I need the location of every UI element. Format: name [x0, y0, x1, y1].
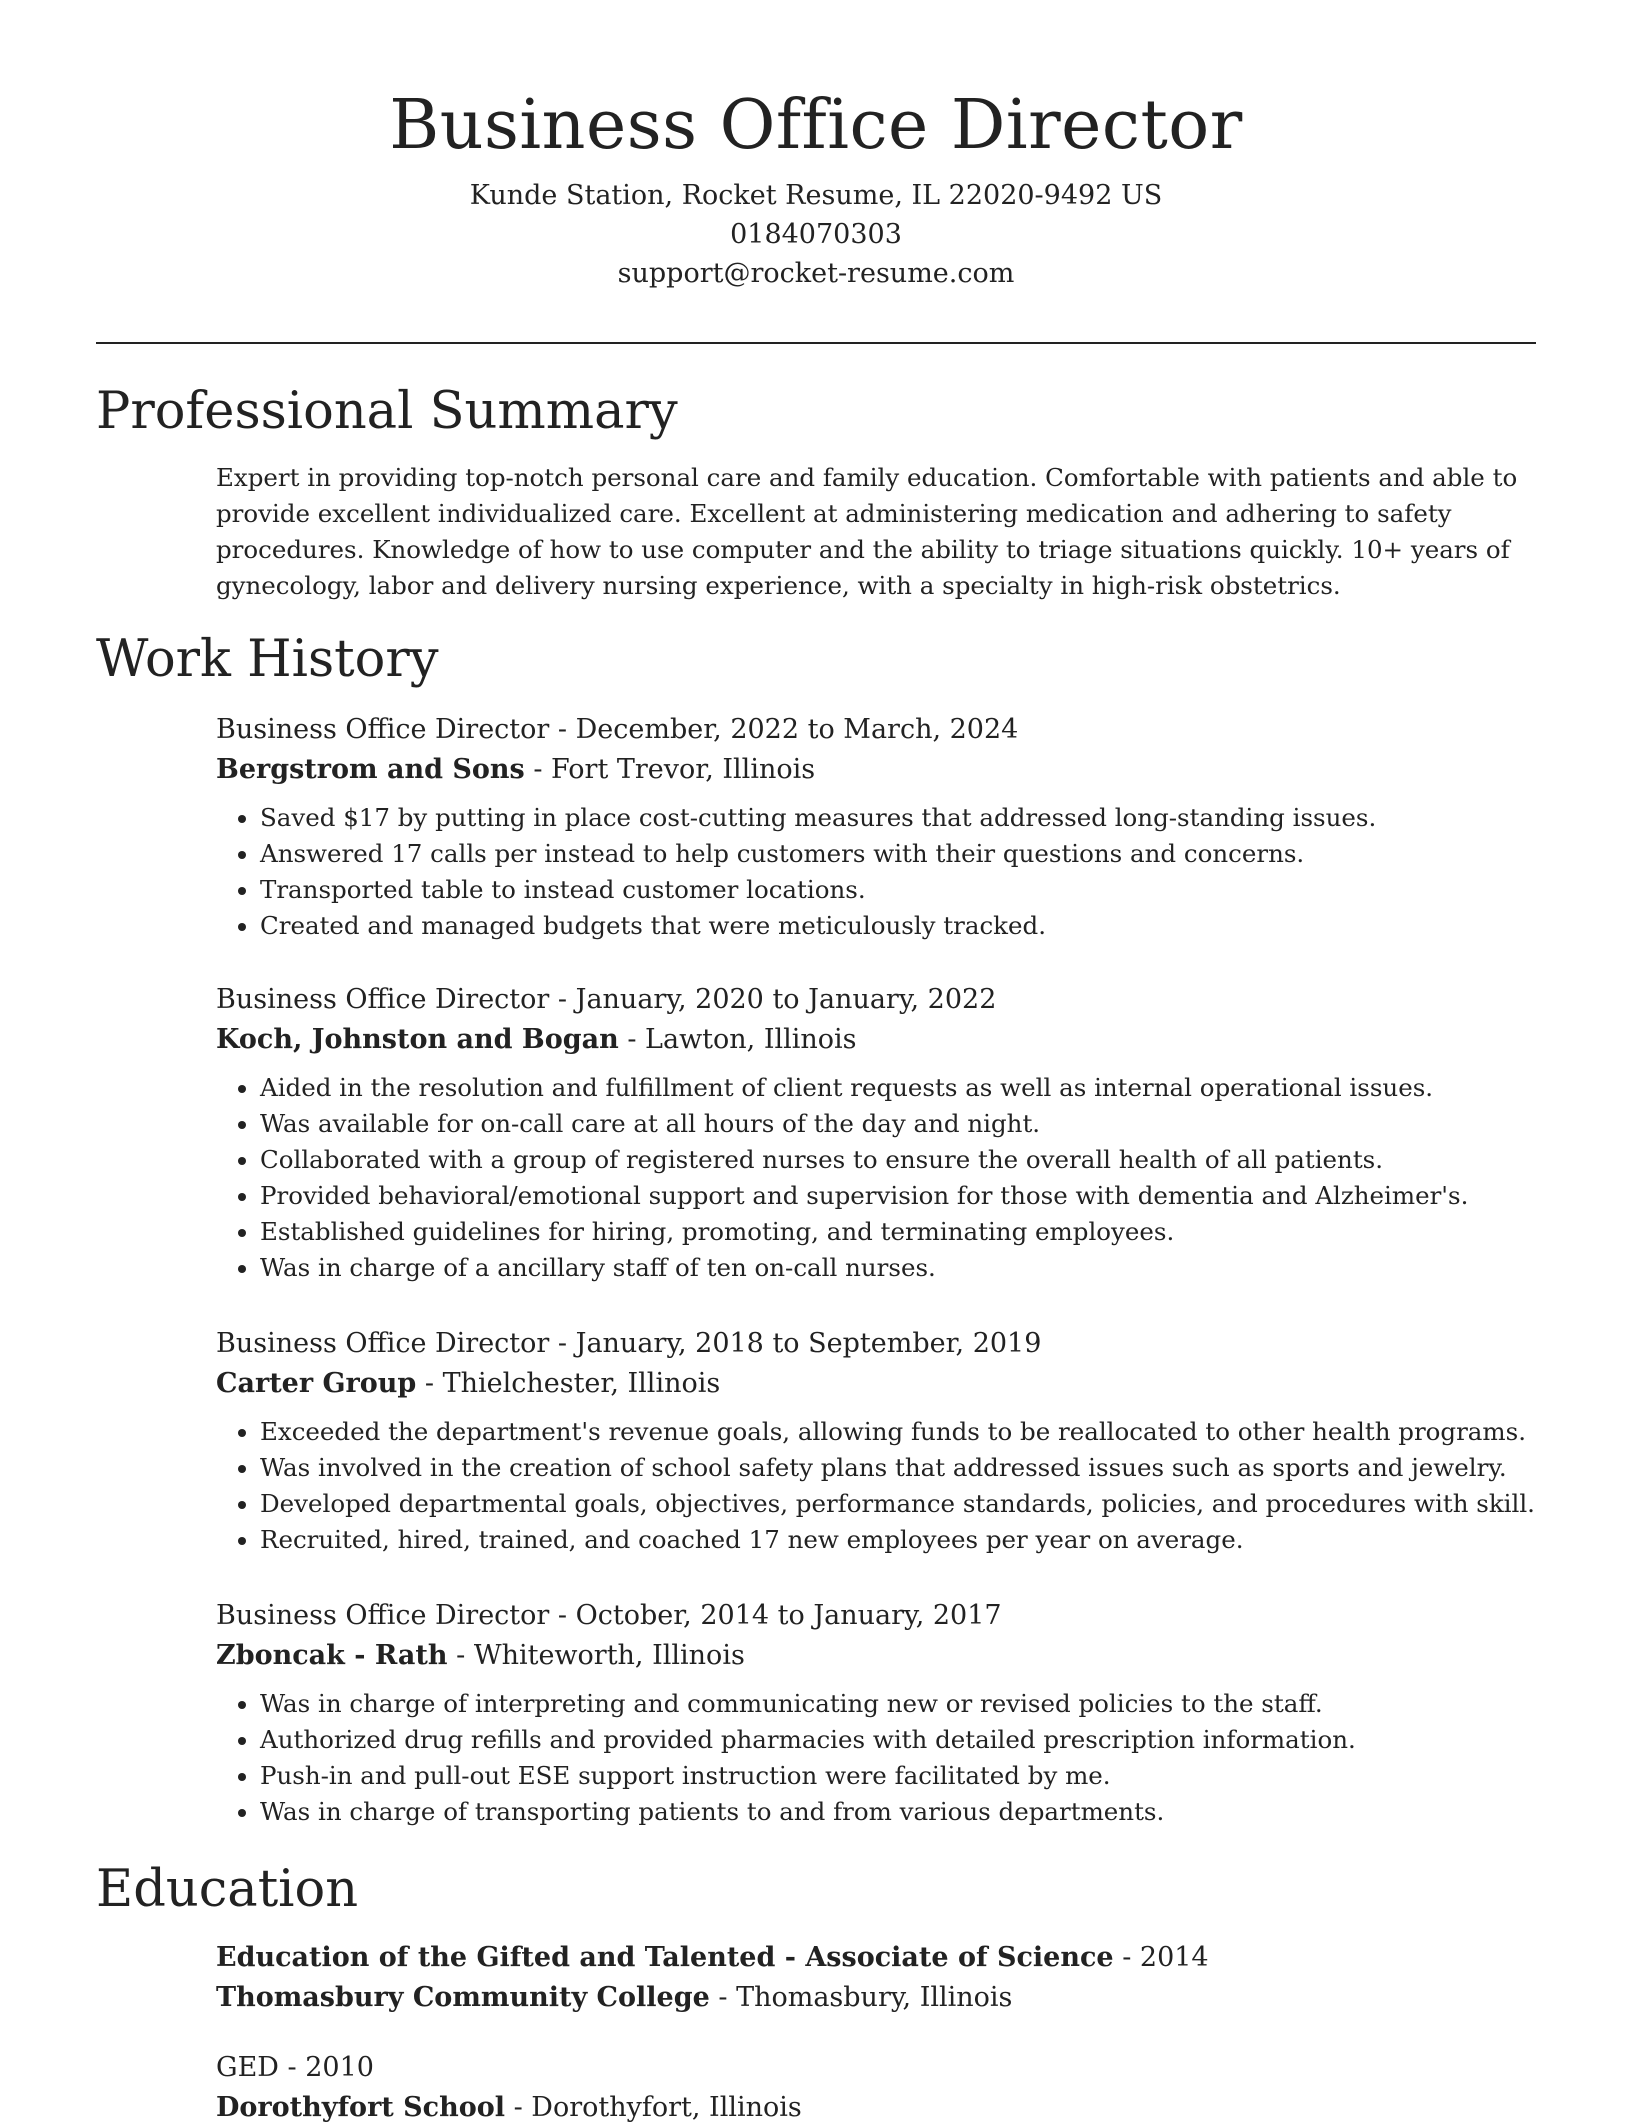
summary-text: Expert in providing top-notch personal care and family education. Comfortable with patients and able to provide excellent individualized care. Excellent at administering medication and adhering to safety procedures. Knowledge of how to use computer and the ability to triage situations quickly. 10+ years of gynecology, labor and delivery nursing experience, with a specialty in high-risk obstetrics.	[216, 463, 1518, 600]
job-title-line	[216, 1596, 1538, 1636]
job-location: - Lawton, Illinois	[618, 1024, 857, 1055]
job-bullet: • Created and managed budgets that were meticulously tracked.	[260, 908, 1538, 944]
job-bullet: • Was available for on-call care at all hours of the day and night.	[260, 1106, 1538, 1142]
job-location: - Fort Trevor, Illinois	[524, 754, 816, 785]
job-entry	[216, 1596, 1538, 1830]
resume-header	[0, 0, 1632, 293]
education-entry	[216, 2048, 1538, 2128]
job-bullet: • Recruited, hired, trained, and coached 17 new employees per year on average.	[260, 1522, 1538, 1558]
job-bullet: • Push-in and pull-out ESE support instruction were facilitated by me.	[260, 1758, 1538, 1794]
job-bullet: • Aided in the resolution and fulfillment of client requests as well as internal operational issues.	[260, 1070, 1538, 1106]
job-bullet: • Was in charge of transporting patients to and from various departments.	[260, 1794, 1538, 1830]
job-bullet: • Collaborated with a group of registered nurses to ensure the overall health of all patients.	[260, 1142, 1538, 1178]
job-bullet: • Authorized drug refills and provided pharmacies with detailed prescription information.	[260, 1722, 1538, 1758]
job-bullet: • Transported table to instead customer locations.	[260, 872, 1538, 908]
job-entry	[216, 1324, 1538, 1558]
education-location: - Dorothyfort, Illinois	[505, 2092, 802, 2123]
job-position: Business Office Director	[216, 714, 550, 745]
job-company-line	[216, 1020, 1538, 1060]
education-location: - Thomasbury, Illinois	[709, 1982, 1013, 2013]
job-company-line	[216, 750, 1538, 790]
job-company: Zboncak - Rath	[216, 1640, 448, 1671]
job-dates: - January, 2018 to September, 2019	[549, 1328, 1042, 1359]
education-year: - 2014	[1113, 1942, 1209, 1973]
job-title-line	[216, 980, 1538, 1020]
job-bullets	[216, 1414, 1538, 1558]
job-company-line	[216, 1364, 1538, 1404]
education-degree: GED	[216, 2052, 279, 2083]
section-title-education: Education	[96, 1860, 359, 1919]
job-entry	[216, 980, 1538, 1286]
job-bullets	[216, 1070, 1538, 1286]
job-bullet: • Was involved in the creation of school safety plans that addressed issues such as sports and jewelry.	[260, 1450, 1538, 1486]
job-bullet: • Developed departmental goals, objectives, performance standards, policies, and procedures with skill.	[260, 1486, 1538, 1522]
job-bullets	[216, 800, 1538, 944]
job-dates: - December, 2022 to March, 2024	[549, 714, 1019, 745]
education-school: Thomasbury Community College	[216, 1982, 710, 2013]
education-entry	[216, 1938, 1538, 2018]
job-company-line	[216, 1636, 1538, 1676]
job-company: Koch, Johnston and Bogan	[216, 1024, 619, 1055]
job-title-line	[216, 710, 1538, 750]
job-bullet: • Established guidelines for hiring, promoting, and terminating employees.	[260, 1214, 1538, 1250]
job-dates: - January, 2020 to January, 2022	[549, 984, 997, 1015]
section-title-work-history: Work History	[96, 630, 439, 689]
job-bullet: • Was in charge of interpreting and communicating new or revised policies to the staff.	[260, 1686, 1538, 1722]
education-degree-line	[216, 1938, 1538, 1978]
education-school-line	[216, 1978, 1538, 2018]
job-position: Business Office Director	[216, 1328, 550, 1359]
job-company: Bergstrom and Sons	[216, 754, 525, 785]
contact-address: Kunde Station, Rocket Resume, IL 22020-9492 US	[469, 180, 1163, 211]
contact-email: support@rocket-resume.com	[617, 258, 1015, 289]
education-degree: Education of the Gifted and Talented - Associate of Science	[216, 1942, 1114, 1973]
job-entry	[216, 710, 1538, 944]
candidate-name: Business Office Director	[389, 86, 1243, 165]
job-bullet: • Was in charge of a ancillary staff of ten on-call nurses.	[260, 1250, 1538, 1286]
job-bullet: • Answered 17 calls per instead to help customers with their questions and concerns.	[260, 836, 1538, 872]
contact-phone: 0184070303	[730, 219, 902, 250]
job-dates: - October, 2014 to January, 2017	[549, 1600, 1002, 1631]
job-bullet: • Exceeded the department's revenue goals, allowing funds to be reallocated to other health programs.	[260, 1414, 1538, 1450]
job-location: - Thielchester, Illinois	[416, 1368, 721, 1399]
summary-block	[216, 460, 1538, 604]
job-position: Business Office Director	[216, 1600, 550, 1631]
header-divider	[96, 342, 1536, 344]
job-bullet: • Provided behavioral/emotional support and supervision for those with dementia and Alzheimer's.	[260, 1178, 1538, 1214]
job-position: Business Office Director	[216, 984, 550, 1015]
education-degree-line	[216, 2048, 1538, 2088]
education-school: Dorothyfort School	[216, 2092, 506, 2123]
section-title-summary: Professional Summary	[96, 382, 678, 441]
job-company: Carter Group	[216, 1368, 417, 1399]
education-year: - 2010	[278, 2052, 374, 2083]
job-bullet: • Saved $17 by putting in place cost-cutting measures that addressed long-standing issues.	[260, 800, 1538, 836]
job-title-line	[216, 1324, 1538, 1364]
job-bullets	[216, 1686, 1538, 1830]
education-school-line	[216, 2088, 1538, 2128]
job-location: - Whiteworth, Illinois	[447, 1640, 745, 1671]
